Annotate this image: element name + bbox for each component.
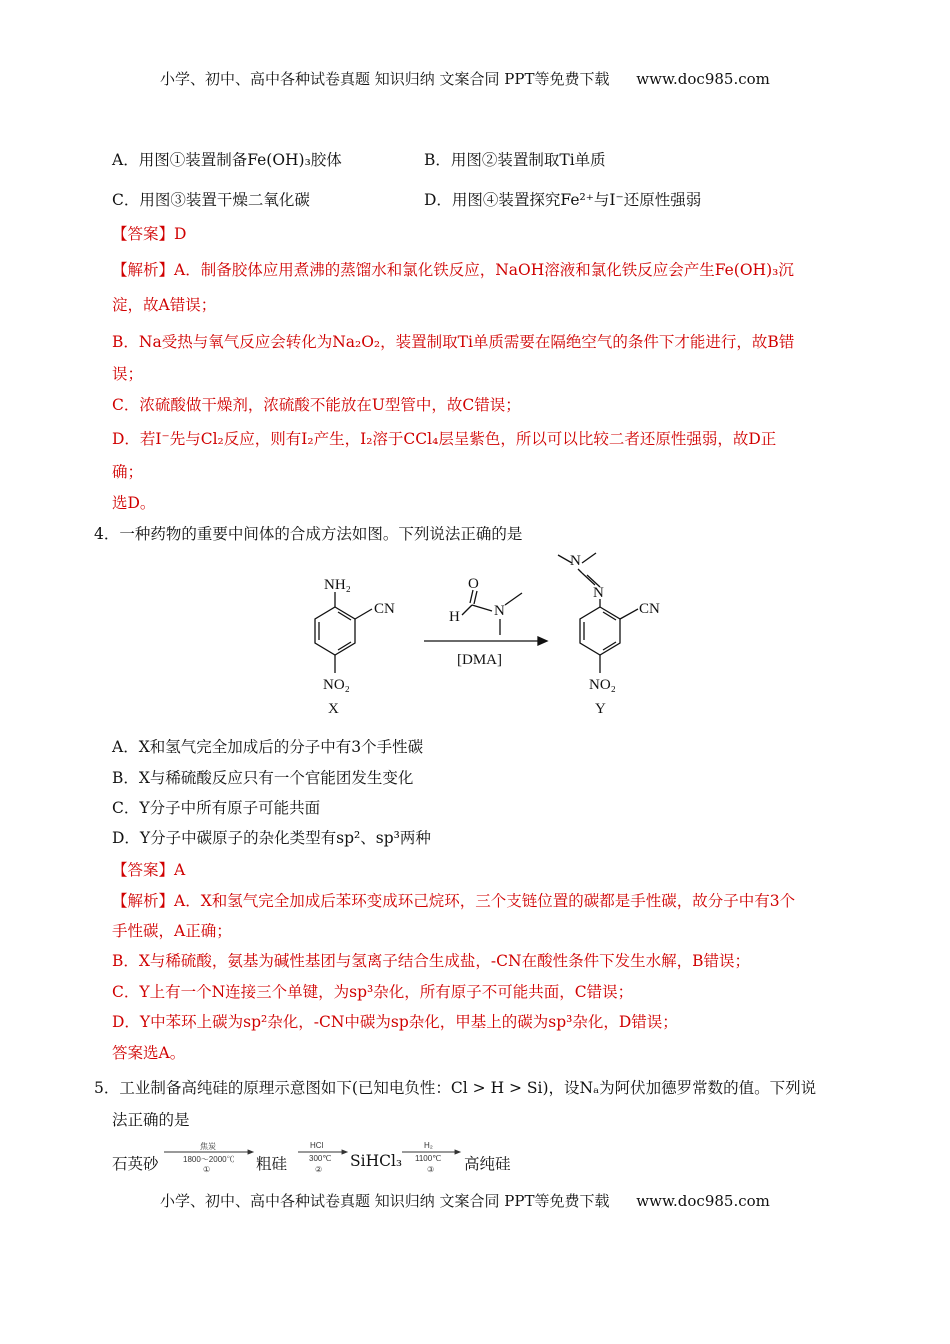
- q3-analysis-line: B．Na受热与氧气反应会转化为Na₂O₂，装置制取Ti单质需要在隔绝空气的条件下才能进行，故B错: [112, 333, 795, 351]
- footer-site: www.doc985.com: [636, 1192, 770, 1210]
- reagent-n-label: N: [494, 603, 505, 619]
- arrow2-bottom: 300℃: [309, 1154, 332, 1163]
- q3-answer: 【答案】D: [112, 225, 187, 243]
- arrow3-bottom: 1100℃: [415, 1154, 442, 1163]
- arrow2-number: ②: [315, 1165, 323, 1174]
- q4-analysis-line: 手性碳，A正确；: [112, 922, 232, 940]
- q4-analysis-line: B．X与稀硫酸，氨基为碱性基团与氢离子结合生成盐，-CN在酸性条件下发生水解，B错误；: [112, 952, 750, 970]
- q5-stem-line: 5．工业制备高纯硅的原理示意图如下(已知电负性：Cl > H > Si)，设Nₐ为阿伏加德罗常数的值。下列说: [94, 1079, 817, 1097]
- flow-quartz-sand: 石英砂: [112, 1155, 159, 1173]
- flow-pure-silicon: 高纯硅: [464, 1155, 511, 1173]
- y-label: Y: [595, 701, 606, 717]
- reagent-o-label: O: [468, 576, 479, 592]
- header-site: www.doc985.com: [636, 70, 770, 88]
- q3-option-a: A．用图①装置制备Fe(OH)₃胶体: [112, 151, 342, 169]
- reaction-scheme: [290, 545, 690, 727]
- flow-sihcl3: SiHCl₃: [350, 1152, 403, 1170]
- reagent-dma-label: [DMA]: [457, 652, 502, 668]
- x-label: X: [328, 701, 339, 717]
- page-header: [160, 68, 770, 89]
- q4-stem: 4．一种药物的重要中间体的合成方法如图。下列说法正确的是: [94, 525, 523, 543]
- y-n-label: N: [593, 585, 604, 601]
- arrow3-number: ③: [427, 1165, 435, 1174]
- x-no2-label: NO₂: [323, 677, 350, 693]
- arrow1-top: 焦炭: [200, 1142, 216, 1151]
- q3-analysis-line: 确；: [112, 463, 144, 481]
- q3-option-d: D．用图④装置探究Fe²⁺与I⁻还原性强弱: [424, 191, 702, 209]
- q3-analysis-line: 淀，故A错误；: [112, 296, 217, 314]
- arrow1-number: ①: [203, 1165, 211, 1174]
- x-bond-cn: [355, 609, 372, 619]
- q3-analysis-line: 误；: [112, 365, 144, 383]
- header-text: 小学、初中、高中各种试卷真题 知识归纳 文案合同 PPT等免费下载: [160, 70, 610, 88]
- q4-option-d: D．Y分子中碳原子的杂化类型有sp²、sp³两种: [112, 829, 431, 847]
- q4-analysis-line: 【解析】A．X和氢气完全加成后苯环变成环己烷环，三个支链位置的碳都是手性碳，故分子中有3个: [112, 892, 796, 910]
- q4-option-b: B．X与稀硫酸反应只有一个官能团发生变化: [112, 769, 414, 787]
- q3-analysis-line: 【解析】A．制备胶体应用煮沸的蒸馏水和氯化铁反应，NaOH溶液和氯化铁反应会产生Fe(OH)₃沉: [112, 261, 794, 279]
- q4-analysis-line: D．Y中苯环上碳为sp²杂化，-CN中碳为sp杂化，甲基上的碳为sp³杂化，D错误；: [112, 1013, 678, 1031]
- arrow1-bottom: 1800～2000℃: [183, 1155, 235, 1164]
- y-cn-label: CN: [639, 601, 660, 617]
- q4-option-a: A．X和氢气完全加成后的分子中有3个手性碳: [112, 738, 424, 756]
- q4-analysis-line: C．Y上有一个N连接三个单键，为sp³杂化，所有原子不可能共面，C错误；: [112, 983, 634, 1001]
- arrow2-top: HCl: [310, 1141, 324, 1150]
- y-no2-label: NO₂: [589, 677, 616, 693]
- flow-crude-silicon: 粗硅: [256, 1155, 288, 1173]
- y-n-top-label: N: [570, 553, 581, 569]
- footer-text: 小学、初中、高中各种试卷真题 知识归纳 文案合同 PPT等免费下载: [160, 1192, 610, 1210]
- q4-option-c: C．Y分子中所有原子可能共面: [112, 799, 321, 817]
- q3-analysis-line: D．若I⁻先与Cl₂反应，则有I₂产生，I₂溶于CCl₄层呈紫色，所以可以比较二者还原性强弱，故D正: [112, 430, 777, 448]
- q3-option-b: B．用图②装置制取Ti单质: [424, 151, 606, 169]
- x-benzene-ring: [315, 607, 355, 655]
- x-cn-label: CN: [374, 601, 395, 617]
- q5-stem-line: 法正确的是: [112, 1111, 190, 1129]
- page-footer: [160, 1190, 770, 1211]
- reagent-h-label: H: [449, 609, 460, 625]
- x-nh2-label: NH₂: [324, 577, 351, 593]
- q4-answer: 【答案】A: [112, 861, 186, 879]
- q3-analysis-line: 选D。: [112, 494, 156, 512]
- q3-option-c: C．用图③装置干燥二氧化碳: [112, 191, 310, 209]
- arrow3-top: H₂: [424, 1141, 433, 1150]
- q3-analysis-line: C．浓硫酸做干燥剂，浓硫酸不能放在U型管中，故C错误；: [112, 396, 521, 414]
- y-benzene-ring: [580, 607, 620, 655]
- q4-analysis-line: 答案选A。: [112, 1044, 186, 1062]
